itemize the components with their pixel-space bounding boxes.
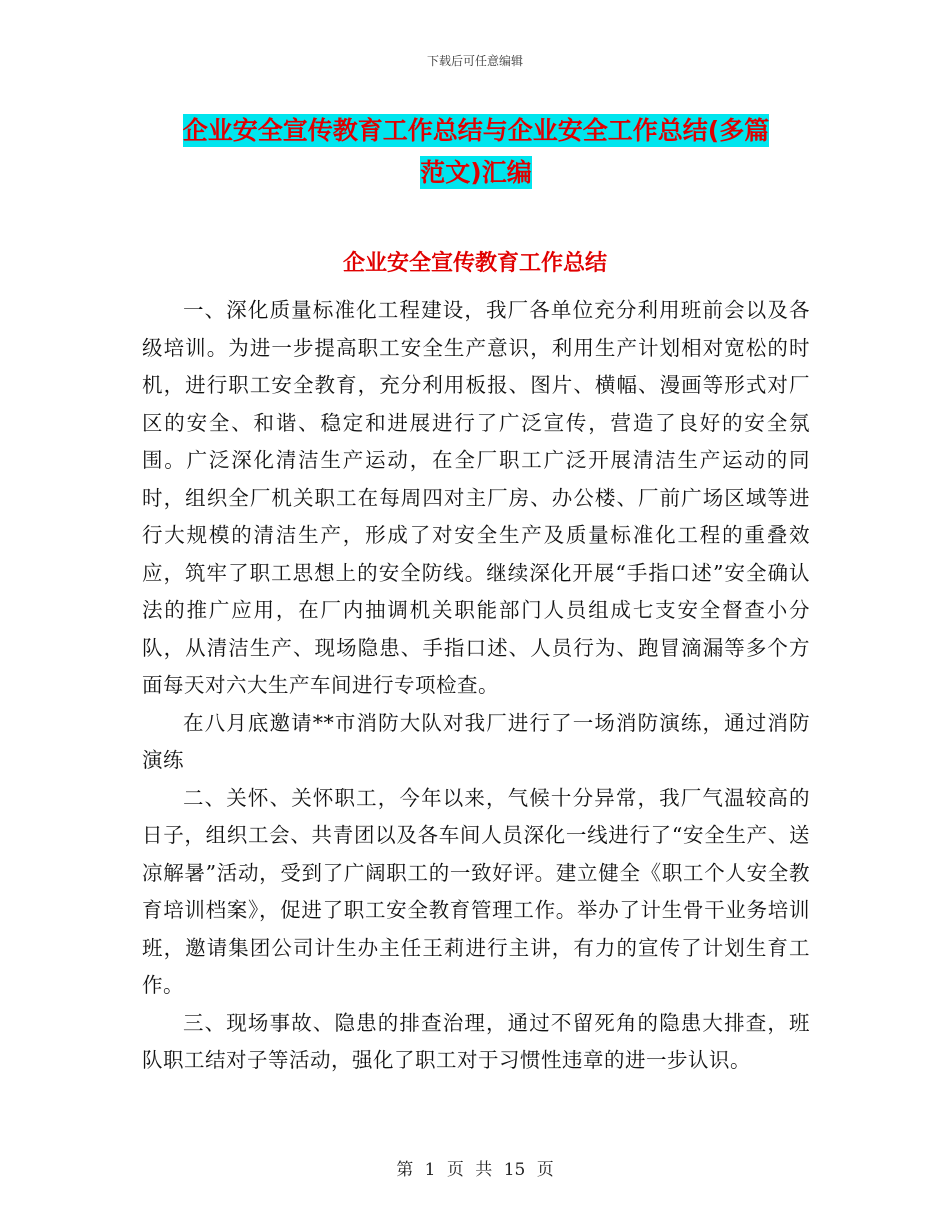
section-title: 企业安全宣传教育工作总结 [342, 251, 607, 276]
paragraph-4: 三、现场事故、隐患的排查治理，通过不留死角的隐患大排查，班队职工结对子等活动，强化了职工对于习惯性违章的进一步认识。 [142, 1010, 810, 1072]
paragraph-1: 一、深化质量标准化工程建设，我厂各单位充分利用班前会以及各级培训。为进一步提高职工安全生产意识，利用生产计划相对宽松的时机，进行职工安全教育，充分利用板报、图片、横幅、漫画等形式对厂区的安全、和谐、稳定和进展进行了广泛宣传，营造了良好的安全氛围。广泛深化清洁生产运动，在全厂职工广泛开展清洁生产运动的同时，组织全厂机关职工在每周四对主厂房、办公楼、厂前广场区域等进行大规模的清洁生产，形成了对安全生产及质量标准化工程的重叠效应，筑牢了职工思想上的安全防线。继续深化开展“手指口述”安全确认法的推广应用，在厂内抽调机关职能部门人员组成七支安全督查小分队，从清洁生产、现场隐患、手指口述、人员行为、跑冒滴漏等多个方面每天对六大生产车间进行专项检查。 [142, 298, 810, 697]
document-title-line-2: 范文)汇编 [420, 158, 532, 187]
document-title [142, 110, 810, 194]
body-text [142, 292, 810, 1080]
paragraph-3: 二、关怀、关怀职工，今年以来，气候十分异常，我厂气温较高的日子，组织工会、共青团以及各车间人员深化一线进行了“安全生产、送凉解暑”活动，受到了广阔职工的一致好评。建立健全《职工个人安全教育培训档案》，促进了职工安全教育管理工作。举办了计生骨干业务培训班，邀请集团公司计生办主任王莉进行主讲，有力的宣传了计划生育工作。 [142, 785, 810, 997]
document-title-line-1: 企业安全宣传教育工作总结与企业安全工作总结(多篇 [182, 116, 770, 145]
page-footer: 第 1 页 共 15 页 [396, 1160, 554, 1180]
header-note: 下载后可任意编辑 [426, 54, 523, 68]
paragraph-2: 在八月底邀请**市消防大队对我厂进行了一场消防演练，通过消防演练 [142, 710, 810, 772]
